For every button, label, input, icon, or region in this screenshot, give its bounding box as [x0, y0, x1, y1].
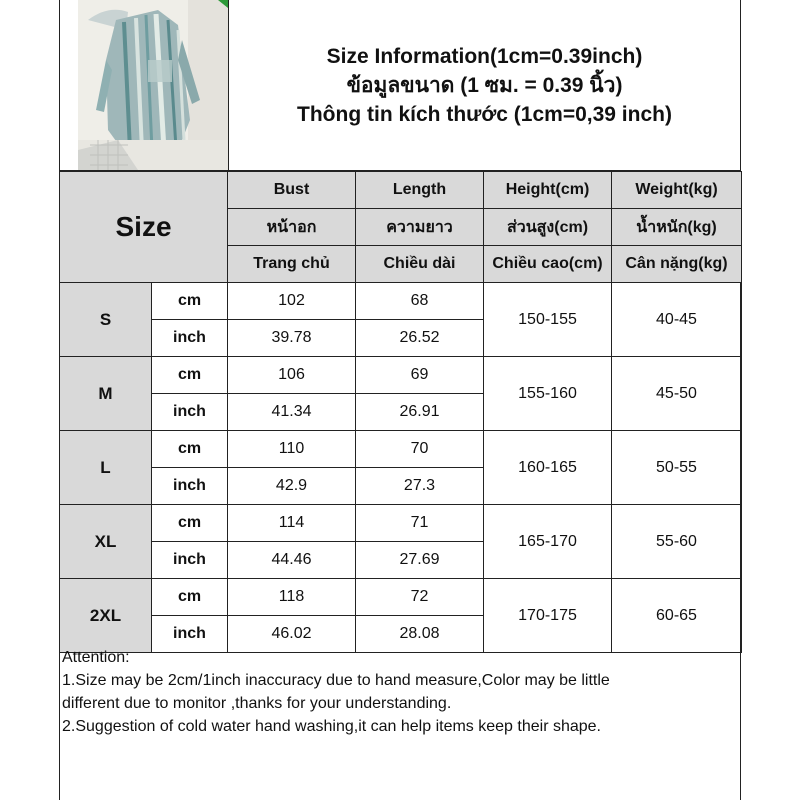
length-inch: 28.08 — [356, 616, 484, 653]
bust-inch: 39.78 — [228, 320, 356, 357]
bust-header-vi: Trang chủ — [228, 246, 356, 283]
weight-header-vi: Cân nặng(kg) — [612, 246, 742, 283]
length-header-vi: Chiều dài — [356, 246, 484, 283]
size-information-title — [229, 0, 740, 170]
unit-inch: inch — [152, 468, 228, 505]
weight-range: 45-50 — [612, 357, 742, 431]
attention-line-2: different due to monitor ,thanks for your understanding. — [62, 695, 452, 712]
unit-cm: cm — [152, 357, 228, 394]
unit-inch: inch — [152, 394, 228, 431]
weight-range: 55-60 — [612, 505, 742, 579]
bust-header-en: Bust — [228, 172, 356, 209]
header-row-english — [60, 172, 742, 209]
weight-range: 50-55 — [612, 431, 742, 505]
title-vietnamese: Thông tin kích thước (1cm=0,39 inch) — [297, 102, 672, 126]
size-header: Size — [60, 172, 228, 283]
weight-range: 40-45 — [612, 283, 742, 357]
bust-cm: 110 — [228, 431, 356, 468]
table-row — [60, 357, 742, 394]
unit-cm: cm — [152, 505, 228, 542]
height-header-en: Height(cm) — [484, 172, 612, 209]
bust-header-th: หน้าอก — [228, 209, 356, 246]
length-cm: 72 — [356, 579, 484, 616]
height-header-vi: Chiều cao(cm) — [484, 246, 612, 283]
length-header-en: Length — [356, 172, 484, 209]
attention-line-1: 1.Size may be 2cm/1inch inaccuracy due to hand measure,Color may be little — [62, 672, 610, 689]
weight-range: 60-65 — [612, 579, 742, 653]
length-cm: 68 — [356, 283, 484, 320]
height-range: 150-155 — [484, 283, 612, 357]
table-row — [60, 283, 742, 320]
length-cm: 71 — [356, 505, 484, 542]
length-cm: 70 — [356, 431, 484, 468]
height-range: 155-160 — [484, 357, 612, 431]
length-header-th: ความยาว — [356, 209, 484, 246]
height-header-th: ส่วนสูง(cm) — [484, 209, 612, 246]
height-range: 165-170 — [484, 505, 612, 579]
weight-header-th: น้ำหนัก(kg) — [612, 209, 742, 246]
length-cm: 69 — [356, 357, 484, 394]
unit-cm: cm — [152, 579, 228, 616]
striped-shirt-icon — [78, 0, 228, 170]
size-label: M — [60, 357, 152, 431]
title-thai: ข้อมูลขนาด (1 ซม. = 0.39 นิ้ว) — [346, 73, 623, 97]
weight-header-en: Weight(kg) — [612, 172, 742, 209]
length-inch: 27.69 — [356, 542, 484, 579]
unit-inch: inch — [152, 542, 228, 579]
table-row — [60, 431, 742, 468]
attention-title: Attention: — [62, 649, 130, 666]
height-range: 170-175 — [484, 579, 612, 653]
bust-inch: 41.34 — [228, 394, 356, 431]
size-label: S — [60, 283, 152, 357]
bust-cm: 118 — [228, 579, 356, 616]
height-range: 160-165 — [484, 431, 612, 505]
product-photo — [78, 0, 229, 170]
size-label: L — [60, 431, 152, 505]
unit-cm: cm — [152, 431, 228, 468]
unit-cm: cm — [152, 283, 228, 320]
table-row — [60, 505, 742, 542]
title-english: Size Information(1cm=0.39inch) — [326, 44, 643, 68]
attention-notes — [62, 646, 732, 738]
table-row — [60, 579, 742, 616]
unit-inch: inch — [152, 616, 228, 653]
bust-inch: 42.9 — [228, 468, 356, 505]
unit-inch: inch — [152, 320, 228, 357]
bust-inch: 44.46 — [228, 542, 356, 579]
size-table — [59, 171, 742, 653]
bust-cm: 102 — [228, 283, 356, 320]
size-label: 2XL — [60, 579, 152, 653]
bust-cm: 114 — [228, 505, 356, 542]
bust-inch: 46.02 — [228, 616, 356, 653]
length-inch: 27.3 — [356, 468, 484, 505]
size-label: XL — [60, 505, 152, 579]
bust-cm: 106 — [228, 357, 356, 394]
length-inch: 26.91 — [356, 394, 484, 431]
corner-mark-icon — [218, 0, 228, 8]
length-inch: 26.52 — [356, 320, 484, 357]
attention-line-3: 2.Suggestion of cold water hand washing,it can help items keep their shape. — [62, 718, 601, 735]
